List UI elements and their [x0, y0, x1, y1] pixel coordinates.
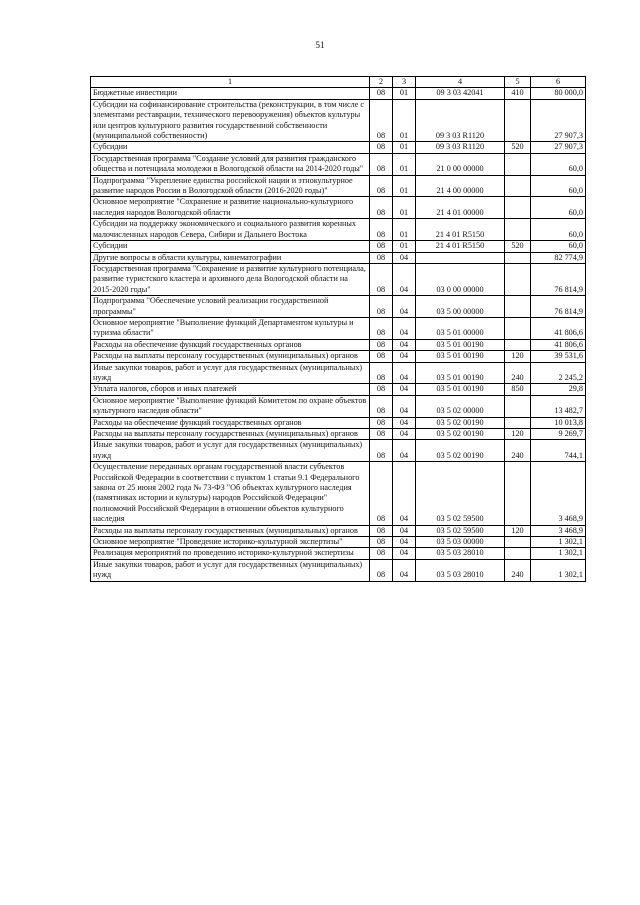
- table-row: [91, 548, 586, 559]
- table-row: [91, 197, 586, 219]
- row-name: Основное мероприятие "Сохранение и развитие национально-культурного наследия народов Вологодской области: [91, 197, 370, 219]
- row-subsection: 01: [393, 197, 416, 219]
- row-name: Реализация мероприятий по проведению историко-культурной экспертизы: [91, 548, 370, 559]
- row-name: Уплата налогов, сборов и иных платежей: [91, 384, 370, 395]
- table-row: [91, 219, 586, 241]
- row-subsection: 04: [393, 351, 416, 362]
- row-amount: 3 468,9: [531, 525, 586, 536]
- header-col-subsection: 3: [393, 77, 416, 88]
- row-target-article: 09 3 03 R1120: [416, 99, 505, 142]
- row-subsection: 04: [393, 395, 416, 417]
- row-subsection: 01: [393, 88, 416, 99]
- row-name: Субсидии на софинансирование строительства (реконструкции, в том числе с элементами реставрации, технического перевооружения) объектов культуры или центров культурного развития государственной собственности (муниципальной собственности): [91, 99, 370, 142]
- header-col-target-article: 4: [416, 77, 505, 88]
- row-expense-type: [505, 395, 531, 417]
- table-row: [91, 153, 586, 175]
- table-row: [91, 175, 586, 197]
- row-section: 08: [370, 142, 393, 153]
- row-section: 08: [370, 296, 393, 318]
- row-name: Бюджетные инвестиции: [91, 88, 370, 99]
- row-target-article: 03 5 00 00000: [416, 296, 505, 318]
- row-subsection: 01: [393, 175, 416, 197]
- row-name: Иные закупки товаров, работ и услуг для государственных (муниципальных) нужд: [91, 440, 370, 462]
- row-target-article: 21 4 01 00000: [416, 197, 505, 219]
- row-amount: 60,0: [531, 219, 586, 241]
- row-expense-type: 240: [505, 440, 531, 462]
- row-subsection: 04: [393, 384, 416, 395]
- row-expense-type: [505, 417, 531, 428]
- row-target-article: 03 5 01 00190: [416, 362, 505, 384]
- row-subsection: 01: [393, 219, 416, 241]
- row-section: 08: [370, 462, 393, 525]
- row-section: 08: [370, 153, 393, 175]
- row-name: Другие вопросы в области культуры, кинематографии: [91, 252, 370, 263]
- table-row: [91, 362, 586, 384]
- row-target-article: 03 5 02 59500: [416, 525, 505, 536]
- row-section: 08: [370, 395, 393, 417]
- row-subsection: 04: [393, 440, 416, 462]
- table-row: [91, 525, 586, 536]
- row-target-article: 03 5 01 00190: [416, 339, 505, 350]
- header-col-expense-type: 5: [505, 77, 531, 88]
- table-row: [91, 559, 586, 581]
- row-amount: 1 302,1: [531, 537, 586, 548]
- row-section: 08: [370, 241, 393, 252]
- table-row: [91, 263, 586, 295]
- row-expense-type: [505, 219, 531, 241]
- row-section: 08: [370, 339, 393, 350]
- row-name: Подпрограмма "Обеспечение условий реализации государственной программы": [91, 296, 370, 318]
- row-section: 08: [370, 88, 393, 99]
- row-section: 08: [370, 197, 393, 219]
- row-expense-type: [505, 252, 531, 263]
- row-expense-type: [505, 537, 531, 548]
- row-amount: 3 468,9: [531, 462, 586, 525]
- row-amount: 82 774,9: [531, 252, 586, 263]
- row-target-article: 03 5 02 00190: [416, 440, 505, 462]
- row-target-article: 21 0 00 00000: [416, 153, 505, 175]
- row-name: Расходы на выплаты персоналу государственных (муниципальных) органов: [91, 351, 370, 362]
- row-expense-type: 410: [505, 88, 531, 99]
- row-amount: 1 302,1: [531, 548, 586, 559]
- header-col-section: 2: [370, 77, 393, 88]
- table-row: [91, 384, 586, 395]
- row-amount: 41 806,6: [531, 317, 586, 339]
- row-amount: 27 907,3: [531, 142, 586, 153]
- row-expense-type: [505, 263, 531, 295]
- row-section: 08: [370, 384, 393, 395]
- row-section: 08: [370, 175, 393, 197]
- row-name: Расходы на обеспечение функций государственных органов: [91, 339, 370, 350]
- row-expense-type: 850: [505, 384, 531, 395]
- row-section: 08: [370, 362, 393, 384]
- row-amount: 2 245,2: [531, 362, 586, 384]
- header-col-name: 1: [91, 77, 370, 88]
- row-target-article: 03 5 03 28010: [416, 559, 505, 581]
- row-subsection: 01: [393, 99, 416, 142]
- row-expense-type: [505, 548, 531, 559]
- row-expense-type: [505, 296, 531, 318]
- table-row: [91, 88, 586, 99]
- row-expense-type: 240: [505, 362, 531, 384]
- table-row: [91, 537, 586, 548]
- row-amount: 80 000,0: [531, 88, 586, 99]
- row-subsection: 01: [393, 241, 416, 252]
- table-row: [91, 296, 586, 318]
- row-expense-type: [505, 99, 531, 142]
- table-row: [91, 351, 586, 362]
- table-row: [91, 142, 586, 153]
- row-subsection: 01: [393, 153, 416, 175]
- row-section: 08: [370, 219, 393, 241]
- page-number: 51: [315, 40, 325, 50]
- row-target-article: 03 5 03 28010: [416, 548, 505, 559]
- row-amount: 76 814,9: [531, 296, 586, 318]
- row-expense-type: [505, 317, 531, 339]
- row-subsection: 04: [393, 339, 416, 350]
- row-amount: 9 269,7: [531, 429, 586, 440]
- row-name: Основное мероприятие "Выполнение функций Комитетом по охране объектов культурного наследия области": [91, 395, 370, 417]
- row-target-article: 03 5 02 00190: [416, 429, 505, 440]
- row-section: 08: [370, 525, 393, 536]
- row-amount: 60,0: [531, 175, 586, 197]
- row-subsection: 04: [393, 317, 416, 339]
- row-name: Иные закупки товаров, работ и услуг для государственных (муниципальных) нужд: [91, 362, 370, 384]
- table-row: [91, 440, 586, 462]
- row-amount: 39 531,6: [531, 351, 586, 362]
- row-target-article: 03 5 01 00000: [416, 317, 505, 339]
- row-section: 08: [370, 417, 393, 428]
- table-row: [91, 317, 586, 339]
- table-row: [91, 417, 586, 428]
- row-amount: 13 482,7: [531, 395, 586, 417]
- row-amount: 60,0: [531, 197, 586, 219]
- row-section: 08: [370, 537, 393, 548]
- row-target-article: 21 4 00 00000: [416, 175, 505, 197]
- row-section: 08: [370, 252, 393, 263]
- row-name: Расходы на обеспечение функций государственных органов: [91, 417, 370, 428]
- table-row: [91, 241, 586, 252]
- row-name: Основное мероприятие "Выполнение функций Департаментом культуры и туризма области": [91, 317, 370, 339]
- row-subsection: 04: [393, 429, 416, 440]
- row-amount: 60,0: [531, 241, 586, 252]
- row-subsection: 04: [393, 525, 416, 536]
- row-expense-type: [505, 197, 531, 219]
- row-target-article: 03 5 02 00000: [416, 395, 505, 417]
- row-subsection: 04: [393, 559, 416, 581]
- row-name: Государственная программа "Сохранение и развитие культурного потенциала, развитие туристского кластера и архивного дела Вологодской области на 2015-2020 годы": [91, 263, 370, 295]
- row-amount: 1 302,1: [531, 559, 586, 581]
- row-expense-type: 520: [505, 241, 531, 252]
- row-amount: 10 013,8: [531, 417, 586, 428]
- row-expense-type: [505, 339, 531, 350]
- table-header-row: [91, 77, 586, 88]
- row-section: 08: [370, 559, 393, 581]
- row-section: 08: [370, 99, 393, 142]
- row-amount: 27 907,3: [531, 99, 586, 142]
- table-row: [91, 252, 586, 263]
- row-expense-type: 120: [505, 429, 531, 440]
- row-target-article: 21 4 01 R5150: [416, 241, 505, 252]
- row-subsection: 01: [393, 142, 416, 153]
- row-target-article: [416, 252, 505, 263]
- row-expense-type: [505, 462, 531, 525]
- row-target-article: 03 0 00 00000: [416, 263, 505, 295]
- row-name: Расходы на выплаты персоналу государственных (муниципальных) органов: [91, 525, 370, 536]
- row-target-article: 03 5 01 00190: [416, 384, 505, 395]
- row-name: Субсидии на поддержку экономического и социального развития коренных малочисленных народов Севера, Сибири и Дальнего Востока: [91, 219, 370, 241]
- row-expense-type: 120: [505, 525, 531, 536]
- row-amount: 29,8: [531, 384, 586, 395]
- budget-table: [90, 76, 586, 582]
- table-row: [91, 462, 586, 525]
- row-target-article: 03 5 02 00190: [416, 417, 505, 428]
- row-expense-type: 120: [505, 351, 531, 362]
- row-subsection: 04: [393, 537, 416, 548]
- header-col-amount: 6: [531, 77, 586, 88]
- row-amount: 41 806,6: [531, 339, 586, 350]
- row-amount: 744,1: [531, 440, 586, 462]
- row-target-article: 03 5 02 59500: [416, 462, 505, 525]
- table-row: [91, 339, 586, 350]
- row-subsection: 04: [393, 252, 416, 263]
- table-row: [91, 99, 586, 142]
- row-subsection: 04: [393, 548, 416, 559]
- row-expense-type: [505, 175, 531, 197]
- row-name: Расходы на выплаты персоналу государственных (муниципальных) органов: [91, 429, 370, 440]
- row-target-article: 03 5 03 00000: [416, 537, 505, 548]
- row-expense-type: 520: [505, 142, 531, 153]
- row-target-article: 09 3 03 42041: [416, 88, 505, 99]
- row-section: 08: [370, 548, 393, 559]
- row-name: Основное мероприятие "Проведение историко-культурной экспертизы": [91, 537, 370, 548]
- row-subsection: 04: [393, 263, 416, 295]
- row-amount: 60,0: [531, 153, 586, 175]
- table-row: [91, 395, 586, 417]
- row-section: 08: [370, 429, 393, 440]
- row-expense-type: 240: [505, 559, 531, 581]
- row-subsection: 04: [393, 417, 416, 428]
- row-target-article: 21 4 01 R5150: [416, 219, 505, 241]
- table-row: [91, 429, 586, 440]
- row-section: 08: [370, 351, 393, 362]
- row-target-article: 03 5 01 00190: [416, 351, 505, 362]
- row-name: Субсидии: [91, 142, 370, 153]
- row-name: Осуществление переданных органам государственной власти субъектов Российской Федерации в соответствии с пунктом 1 статьи 9.1 Федерального закона от 25 июня 2002 года № 73-ФЗ "Об объектах культурного наследия (памятниках истории и культуры) народов Российской Федерации" полномочий Российской Федерации в отношении объектов культурного наследия: [91, 462, 370, 525]
- row-section: 08: [370, 440, 393, 462]
- row-section: 08: [370, 317, 393, 339]
- row-name: Субсидии: [91, 241, 370, 252]
- row-name: Государственная программа "Создание условий для развития гражданского общества и потенциала молодежи в Вологодской области на 2014-2020 годы": [91, 153, 370, 175]
- row-amount: 76 814,9: [531, 263, 586, 295]
- row-target-article: 09 3 03 R1120: [416, 142, 505, 153]
- row-subsection: 04: [393, 462, 416, 525]
- row-name: Подпрограмма "Укрепление единства российской нации и этнокультурное развитие народов России в Вологодской области (2016-2020 годы)": [91, 175, 370, 197]
- row-name: Иные закупки товаров, работ и услуг для государственных (муниципальных) нужд: [91, 559, 370, 581]
- row-subsection: 04: [393, 362, 416, 384]
- row-subsection: 04: [393, 296, 416, 318]
- row-expense-type: [505, 153, 531, 175]
- row-section: 08: [370, 263, 393, 295]
